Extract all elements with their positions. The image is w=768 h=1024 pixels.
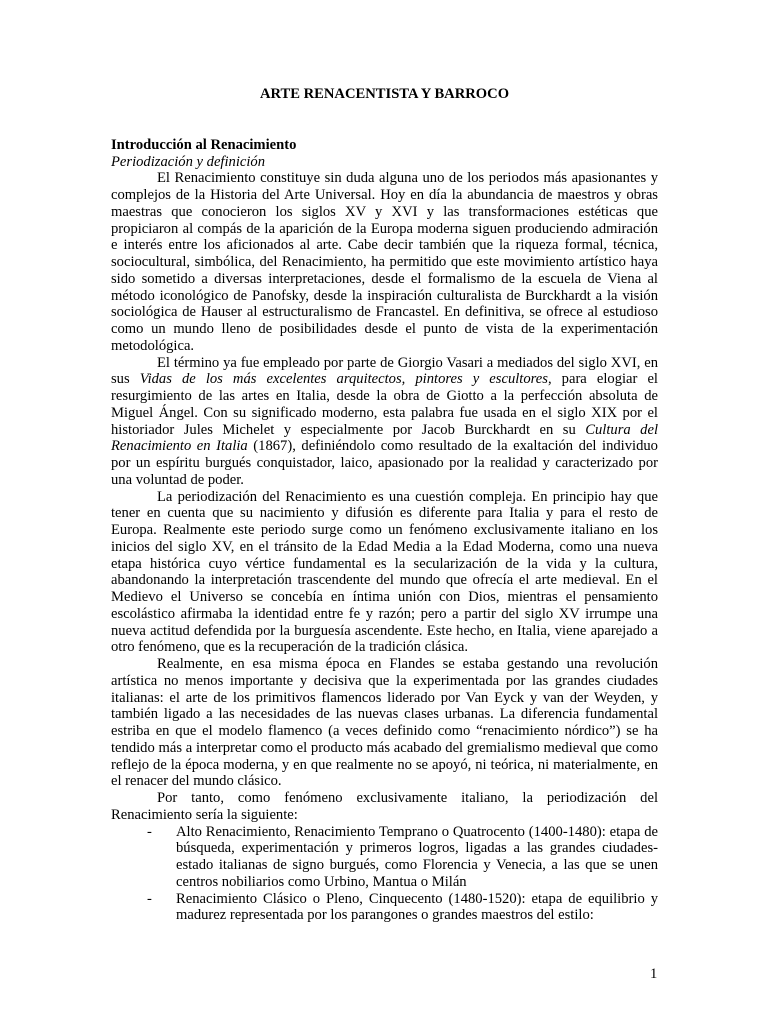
paragraph-2-text-a: El término ya fue empleado por parte de Giorgio Vasari a mediados del siglo XVI, en sus: [111, 354, 658, 388]
list-bullet: -: [147, 823, 152, 840]
paragraph-2-book-title-burckhardt: Cultura del Renacimiento en Italia: [111, 421, 659, 455]
section-heading: Introducción al Renacimiento: [111, 136, 297, 153]
list-item-text: Alto Renacimiento, Renacimiento Temprano o Quatrocento (1400-1480): etapa de búsqueda, experimentación y primeros logros, ligadas a las grandes ciudades-estado italianas de signo burgués, como Florencia y Venecia, a las que se unen centros nobiliarios como Urbino, Mantua o Milán: [176, 823, 658, 890]
paragraph-2: [111, 355, 658, 489]
list-item-text: Renacimiento Clásico o Pleno, Cinquecento (1480-1520): etapa de equilibrio y madurez representada por los parangones o grandes maestros del estilo:: [176, 890, 658, 924]
section-subheading: Periodización y definición: [111, 153, 266, 170]
paragraph-1: El Renacimiento constituye sin duda alguna uno de los periodos más apasionantes y complejos de la Historia del Arte Universal. Hoy en día la abundancia de maestros y obras maestras que conocieron los siglos XV y XVI y las transformaciones estéticas que propiciaron al compás de la aparición de la Europa moderna siguen produciendo admiración e interés entre los aficionados al arte. Cabe decir también que la riqueza formal, técnica, sociocultural, simbólica, del Renacimiento, ha permitido que este movimiento artístico haya sido sometido a diversas interpretaciones, desde el formalismo de la escuela de Viena al método iconológico de Panofsky, desde la inspiración culturalista de Burckhardt a la visión sociológica de Hauser al estructuralismo de Francastel. En definitiva, se ofrece al estudioso como un mundo lleno de posibilidades desde el punto de vista de la experimentación metodológica.: [111, 170, 658, 354]
document-page: [111, 86, 658, 924]
paragraph-3: La periodización del Renacimiento es una cuestión compleja. En principio hay que tener en cuenta que su nacimiento y difusión es diferente para Italia y para el resto de Europa. Realmente este periodo surge como un fenómeno exclusivamente italiano en los inicios del siglo XV, en el tránsito de la Edad Media a la Edad Moderna, como una nueva etapa histórica cuyo vértice fundamental es la secularización de la vida y la cultura, abandonando la interpretación trascendente del mundo que ofrecía el arte medieval. En el Medievo el Universo se concebía en íntima unión con Dios, mientras el pensamiento escolástico afirmaba la identidad entre fe y razón; pero a partir del siglo XV irrumpe una nueva actitud defendida por la burguesía ascendente. Este hecho, en Italia, viene aparejado a otro fenómeno, que es la recuperación de la tradición clásica.: [111, 488, 658, 656]
periodization-list: [111, 824, 658, 925]
list-item: [111, 891, 658, 925]
list-bullet: -: [147, 890, 152, 907]
paragraph-5: Por tanto, como fenómeno exclusivamente italiano, la periodización del Renacimiento sería la siguiente:: [111, 790, 658, 823]
paragraph-2-text-b: , para elogiar el resurgimiento de las artes en Italia, desde la obra de Giotto a la perfección absoluta de Miguel Ángel. Con su significado moderno, esta palabra fue usada en el siglo XIX por el historiador Jules Michelet y especialmente por Jacob Burckhardt en su: [111, 371, 658, 438]
document-title: ARTE RENACENTISTA Y BARROCO: [259, 86, 510, 102]
paragraph-2-book-title-vasari: Vidas de los más excelentes arquitectos, pintores y escultores: [139, 371, 548, 388]
page-number: 1: [650, 966, 658, 982]
paragraph-4: Realmente, en esa misma época en Flandes se estaba gestando una revolución artística no menos importante y decisiva que la experimentada por las grandes ciudades italianas: el arte de los primitivos flamencos liderado por Van Eyck y van der Weyden, y también ligado a las necesidades de las nuevas clases urbanas. La diferencia fundamental estriba en que el modelo flamenco (a veces definido como “renacimiento nórdico”) se ha tendido más a interpretar como el producto más acabado del gremialismo medieval que como reflejo de la época moderna, y en que realmente no se apoyó, ni teórica, ni materialmente, en el renacer del mundo clásico.: [111, 656, 658, 790]
paragraph-2-text-c: (1867), definiéndolo como resultado de la exaltación del individuo por un espíritu burgués conquistador, laico, apasionado por la realidad y caracterizado por una voluntad de poder.: [111, 438, 658, 488]
list-item: [111, 824, 658, 891]
